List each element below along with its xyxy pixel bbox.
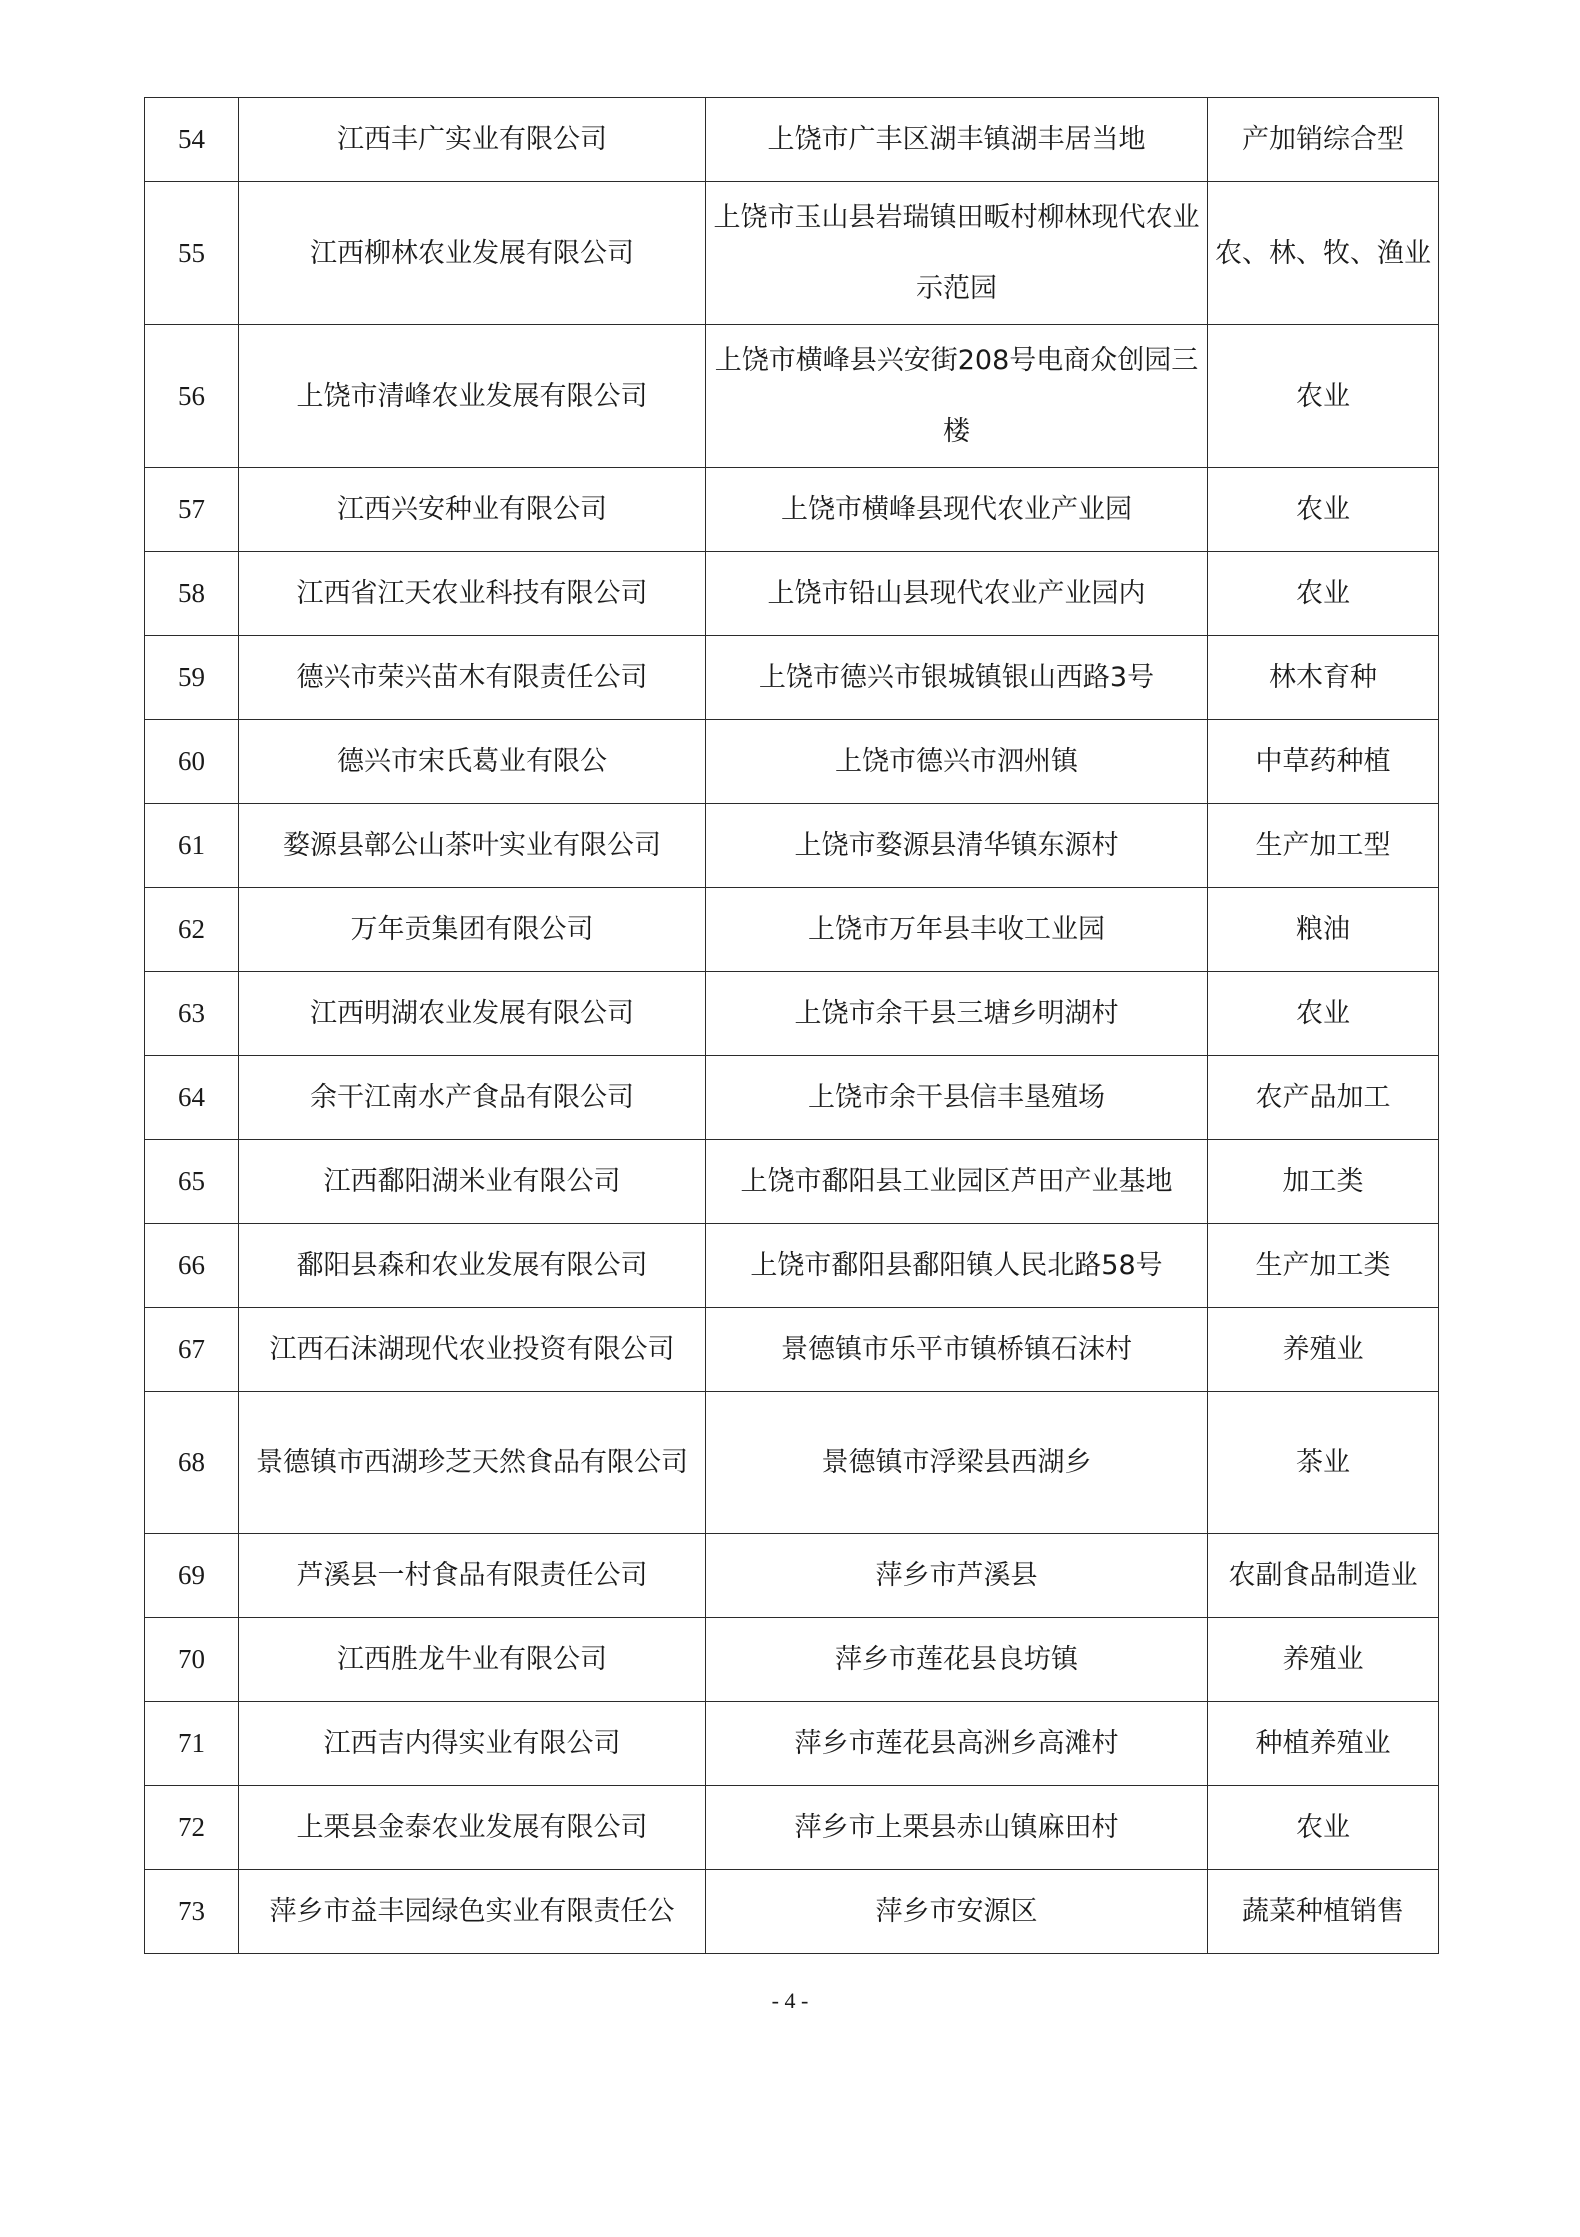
- company-name: 江西胜龙牛业有限公司: [239, 1618, 706, 1702]
- company-address: 上饶市婺源县清华镇东源村: [706, 804, 1208, 888]
- table-row: [145, 1870, 1439, 1954]
- industry-type: 茶业: [1208, 1392, 1439, 1534]
- table-row: [145, 1702, 1439, 1786]
- company-table: [144, 97, 1439, 1954]
- row-number: 55: [145, 182, 239, 325]
- industry-type: 农业: [1208, 1786, 1439, 1870]
- company-address: 上饶市德兴市银城镇银山西路3号: [706, 636, 1208, 720]
- table-row: [145, 720, 1439, 804]
- company-name: 江西兴安种业有限公司: [239, 468, 706, 552]
- row-number: 60: [145, 720, 239, 804]
- row-number: 69: [145, 1534, 239, 1618]
- row-number: 59: [145, 636, 239, 720]
- company-address: 上饶市余干县信丰垦殖场: [706, 1056, 1208, 1140]
- industry-type: 农业: [1208, 552, 1439, 636]
- row-number: 67: [145, 1308, 239, 1392]
- row-number: 66: [145, 1224, 239, 1308]
- industry-type: 农产品加工: [1208, 1056, 1439, 1140]
- row-number: 71: [145, 1702, 239, 1786]
- table-row: [145, 888, 1439, 972]
- company-address: 上饶市万年县丰收工业园: [706, 888, 1208, 972]
- industry-type: 农副食品制造业: [1208, 1534, 1439, 1618]
- company-name: 鄱阳县森和农业发展有限公司: [239, 1224, 706, 1308]
- industry-type: 养殖业: [1208, 1308, 1439, 1392]
- table-row: [145, 1392, 1439, 1534]
- company-name: 万年贡集团有限公司: [239, 888, 706, 972]
- industry-type: 农、林、牧、渔业: [1208, 182, 1439, 325]
- company-address: 上饶市玉山县岩瑞镇田畈村柳林现代农业示范园: [706, 182, 1208, 325]
- industry-type: 粮油: [1208, 888, 1439, 972]
- row-number: 61: [145, 804, 239, 888]
- table-row: [145, 1534, 1439, 1618]
- company-address: 景德镇市浮梁县西湖乡: [706, 1392, 1208, 1534]
- table-row: [145, 1140, 1439, 1224]
- industry-type: 蔬菜种植销售: [1208, 1870, 1439, 1954]
- company-address: 上饶市余干县三塘乡明湖村: [706, 972, 1208, 1056]
- table-row: [145, 182, 1439, 325]
- company-name: 江西鄱阳湖米业有限公司: [239, 1140, 706, 1224]
- company-name: 上栗县金泰农业发展有限公司: [239, 1786, 706, 1870]
- company-name: 江西柳林农业发展有限公司: [239, 182, 706, 325]
- table-row: [145, 972, 1439, 1056]
- industry-type: 产加销综合型: [1208, 98, 1439, 182]
- company-name: 婺源县鄣公山茶叶实业有限公司: [239, 804, 706, 888]
- company-address: 景德镇市乐平市镇桥镇石沫村: [706, 1308, 1208, 1392]
- table-row: [145, 804, 1439, 888]
- company-address: 萍乡市安源区: [706, 1870, 1208, 1954]
- row-number: 65: [145, 1140, 239, 1224]
- company-address: 上饶市鄱阳县工业园区芦田产业基地: [706, 1140, 1208, 1224]
- company-name: 江西丰广实业有限公司: [239, 98, 706, 182]
- row-number: 68: [145, 1392, 239, 1534]
- table-row: [145, 1308, 1439, 1392]
- row-number: 64: [145, 1056, 239, 1140]
- company-name: 景德镇市西湖珍芝天然食品有限公司: [239, 1392, 706, 1534]
- industry-type: 林木育种: [1208, 636, 1439, 720]
- industry-type: 生产加工型: [1208, 804, 1439, 888]
- company-address: 上饶市广丰区湖丰镇湖丰居当地: [706, 98, 1208, 182]
- table-row: [145, 1786, 1439, 1870]
- row-number: 62: [145, 888, 239, 972]
- industry-type: 农业: [1208, 325, 1439, 468]
- company-address: 萍乡市莲花县高洲乡高滩村: [706, 1702, 1208, 1786]
- row-number: 54: [145, 98, 239, 182]
- table-row: [145, 1618, 1439, 1702]
- table-row: [145, 552, 1439, 636]
- table-row: [145, 98, 1439, 182]
- company-name: 德兴市荣兴苗木有限责任公司: [239, 636, 706, 720]
- row-number: 70: [145, 1618, 239, 1702]
- row-number: 72: [145, 1786, 239, 1870]
- table-row: [145, 636, 1439, 720]
- company-address: 上饶市横峰县现代农业产业园: [706, 468, 1208, 552]
- company-name: 余干江南水产食品有限公司: [239, 1056, 706, 1140]
- company-name: 江西省江天农业科技有限公司: [239, 552, 706, 636]
- table-row: [145, 1224, 1439, 1308]
- row-number: 58: [145, 552, 239, 636]
- company-name: 江西吉内得实业有限公司: [239, 1702, 706, 1786]
- row-number: 63: [145, 972, 239, 1056]
- company-name: 芦溪县一村食品有限责任公司: [239, 1534, 706, 1618]
- page-number: - 4 -: [771, 1988, 809, 2013]
- table-row: [145, 325, 1439, 468]
- industry-type: 养殖业: [1208, 1618, 1439, 1702]
- industry-type: 加工类: [1208, 1140, 1439, 1224]
- company-name: 萍乡市益丰园绿色实业有限责任公: [239, 1870, 706, 1954]
- company-address: 上饶市鄱阳县鄱阳镇人民北路58号: [706, 1224, 1208, 1308]
- industry-type: 农业: [1208, 972, 1439, 1056]
- company-name: 江西明湖农业发展有限公司: [239, 972, 706, 1056]
- company-address: 上饶市德兴市泗州镇: [706, 720, 1208, 804]
- row-number: 73: [145, 1870, 239, 1954]
- row-number: 56: [145, 325, 239, 468]
- company-name: 德兴市宋氏葛业有限公: [239, 720, 706, 804]
- company-address: 上饶市铅山县现代农业产业园内: [706, 552, 1208, 636]
- company-address: 萍乡市上栗县赤山镇麻田村: [706, 1786, 1208, 1870]
- company-address: 上饶市横峰县兴安街208号电商众创园三楼: [706, 325, 1208, 468]
- company-table-body: [145, 98, 1439, 1954]
- industry-type: 生产加工类: [1208, 1224, 1439, 1308]
- company-address: 萍乡市芦溪县: [706, 1534, 1208, 1618]
- industry-type: 中草药种植: [1208, 720, 1439, 804]
- industry-type: 农业: [1208, 468, 1439, 552]
- company-name: 江西石沫湖现代农业投资有限公司: [239, 1308, 706, 1392]
- company-address: 萍乡市莲花县良坊镇: [706, 1618, 1208, 1702]
- company-name: 上饶市清峰农业发展有限公司: [239, 325, 706, 468]
- row-number: 57: [145, 468, 239, 552]
- table-row: [145, 468, 1439, 552]
- table-row: [145, 1056, 1439, 1140]
- industry-type: 种植养殖业: [1208, 1702, 1439, 1786]
